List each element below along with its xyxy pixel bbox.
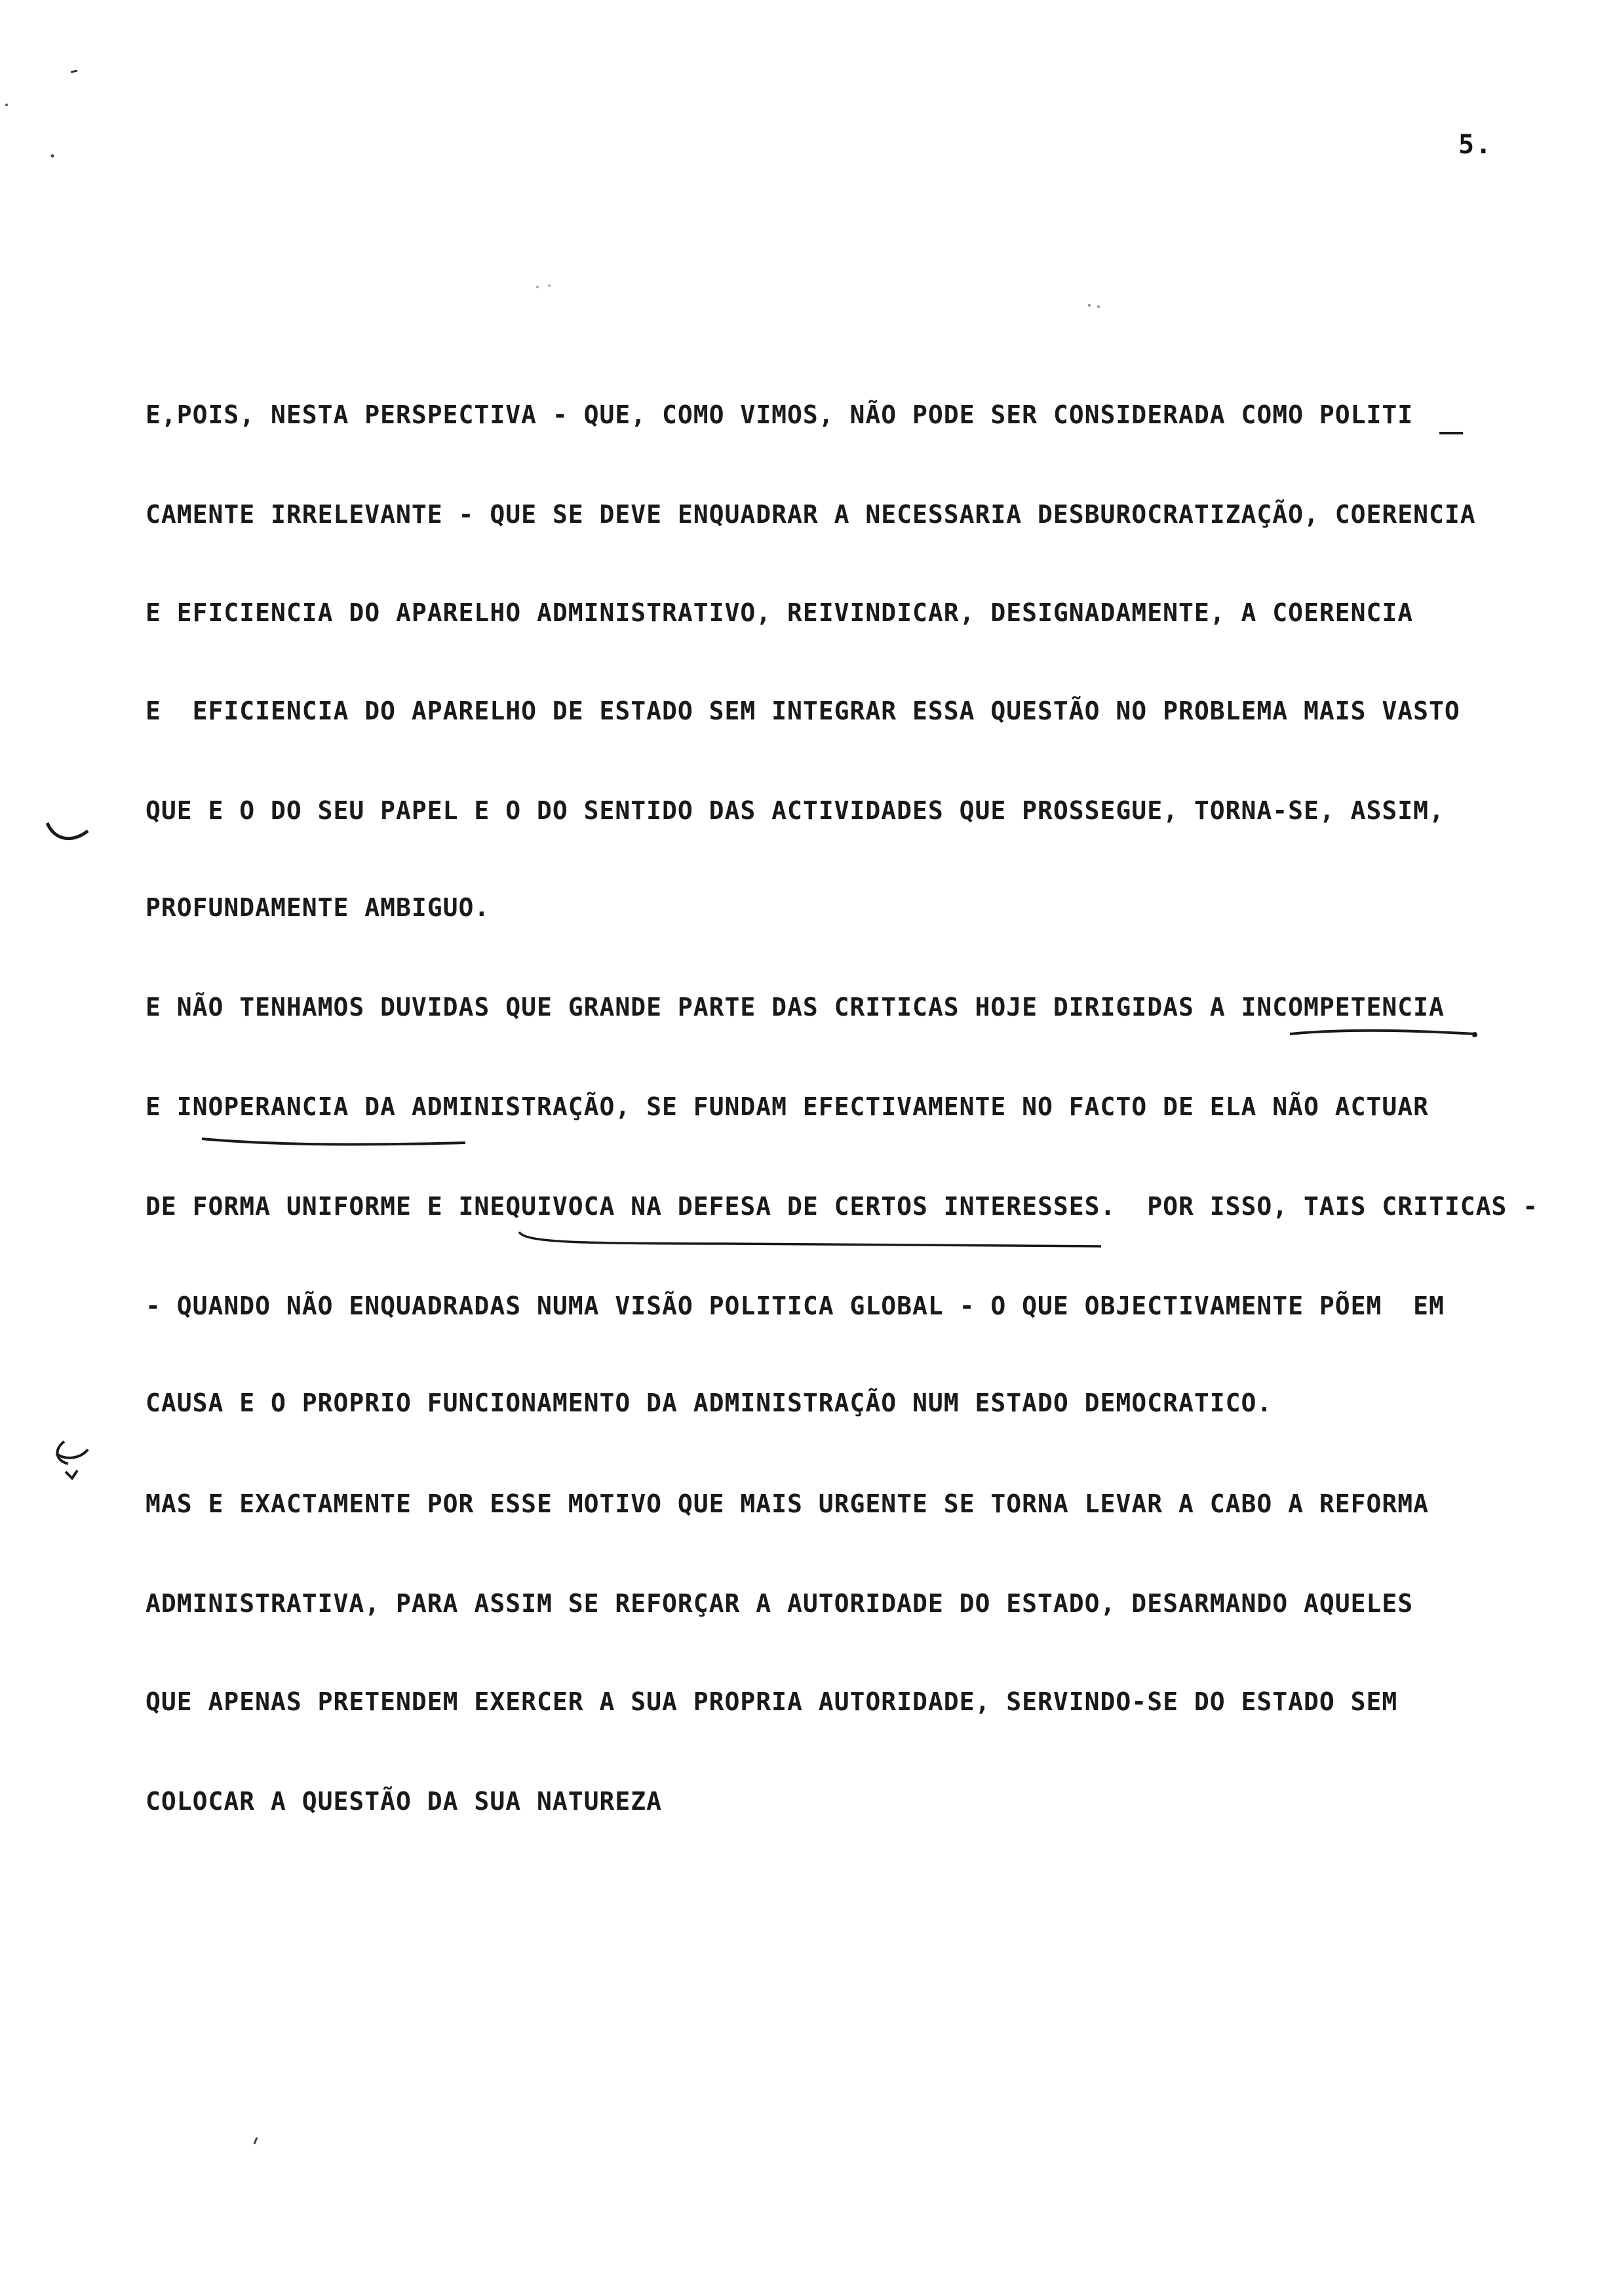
speck-mark — [548, 284, 551, 287]
text-line: E EFICIENCIA DO APARELHO DE ESTADO SEM INTEGRAR ESSA QUESTÃO NO PROBLEMA MAIS VASTO — [146, 697, 1460, 725]
text-line: CAMENTE IRRELEVANTE - QUE SE DEVE ENQUADRAR A NECESSARIA DESBUROCRATIZAÇÃO, COERENCIA — [146, 500, 1476, 529]
margin-mark — [57, 1442, 68, 1464]
text-line: DE FORMA UNIFORME E INEQUIVOCA NA DEFESA DE CERTOS INTERESSES. POR ISSO, TAIS CRITICAS - — [146, 1192, 1539, 1221]
speck-mark — [1088, 304, 1091, 307]
underline-mark — [519, 1232, 1101, 1246]
text-line: E,POIS, NESTA PERSPECTIVA - QUE, COMO VIMOS, NÃO PODE SER CONSIDERADA COMO POLITI — [146, 400, 1414, 429]
speck-mark — [536, 286, 539, 288]
text-line: ADMINISTRATIVA, PARA ASSIM SE REFORÇAR A AUTORIDADE DO ESTADO, DESARMANDO AQUELES — [146, 1589, 1414, 1618]
page-number: 5. — [1458, 130, 1493, 160]
speck-mark — [51, 155, 54, 158]
text-line: E NÃO TENHAMOS DUVIDAS QUE GRANDE PARTE DAS CRITICAS HOJE DIRIGIDAS A INCOMPETENCIA — [146, 993, 1445, 1022]
text-line: - QUANDO NÃO ENQUADRADAS NUMA VISÃO POLITICA GLOBAL - O QUE OBJECTIVAMENTE PÕEM EM — [146, 1292, 1445, 1320]
text-line: QUE APENAS PRETENDEM EXERCER A SUA PROPRIA AUTORIDADE, SERVINDO-SE DO ESTADO SEM — [146, 1687, 1398, 1716]
text-line: COLOCAR A QUESTÃO DA SUA NATUREZA — [146, 1787, 662, 1816]
text-line: E EFICIENCIA DO APARELHO ADMINISTRATIVO, REIVINDICAR, DESIGNADAMENTE, A COERENCIA — [146, 598, 1414, 627]
text-line: E INOPERANCIA DA ADMINISTRAÇÃO, SE FUNDAM EFECTIVAMENTE NO FACTO DE ELA NÃO ACTUAR — [146, 1092, 1429, 1121]
margin-mark — [47, 823, 88, 839]
speck-mark — [5, 104, 8, 106]
underline-mark — [202, 1139, 465, 1144]
text-line: PROFUNDAMENTE AMBIGUO. — [146, 893, 490, 922]
speck-mark — [71, 71, 77, 72]
speck-mark — [1097, 305, 1100, 308]
margin-mark — [66, 1470, 77, 1478]
margin-mark — [56, 1449, 88, 1458]
underline-mark — [1290, 1031, 1476, 1034]
text-line: MAS E EXACTAMENTE POR ESSE MOTIVO QUE MAIS URGENTE SE TORNA LEVAR A CABO A REFORMA — [146, 1489, 1429, 1518]
text-line: QUE E O DO SEU PAPEL E O DO SENTIDO DAS ACTIVIDADES QUE PROSSEGUE, TORNA-SE, ASSIM, — [146, 796, 1445, 825]
speck-mark — [254, 2137, 257, 2144]
text-line: CAUSA E O PROPRIO FUNCIONAMENTO DA ADMINISTRAÇÃO NUM ESTADO DEMOCRATICO. — [146, 1388, 1273, 1417]
underline-dot — [1472, 1032, 1477, 1037]
